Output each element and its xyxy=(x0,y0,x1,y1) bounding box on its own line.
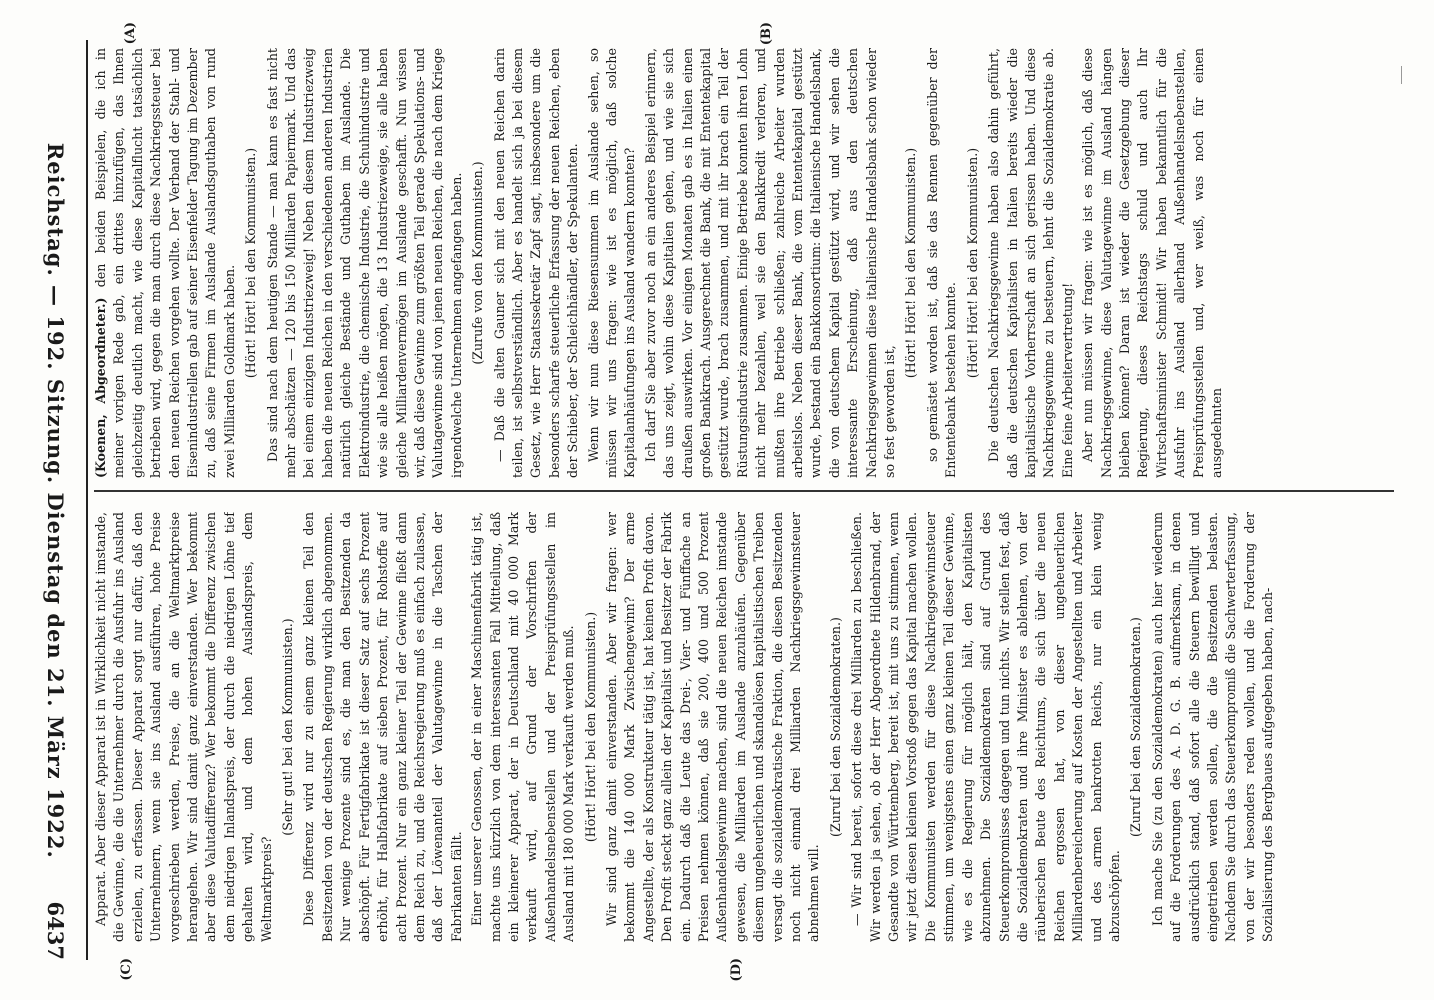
scan-corner-mark xyxy=(1401,66,1402,84)
right-text-column xyxy=(92,512,1382,942)
paragraph-text: Ich darf Sie aber zuvor noch an ein anderes Beispiel erinnern, das uns zeigt, wohin diese Kapitalien gehen, und wie sie sich draußen auswirken. Vor einigen Monaten gab es in Italien einen großen Bankkrach. Ausgerechnet die Bank, die mit Ententekapital gestützt wurde, brach zusammen, und mit ihr brach ein Teil der Rüstungsindustrie zusammen. Einige Betriebe konnten ihren Lohn nicht mehr bezahlen, weil sie den Bankkredit verloren, und mußten ihre Betriebe schließen; zahlreiche Arbeiter wurden arbeitslos. Neben dieser Bank, die vom Ententekapital gestützt wurde, bestand ein Bankkonsortium: die Italienische Handelsbank, die von deutschem Kapital gestützt wird, und wir sehen die interessante Erscheinung, daß aus den deutschen Nachkriegsgewinnen diese italienische Handelsbank schon wieder so fest geworden ist, xyxy=(642,48,898,478)
paragraph xyxy=(603,512,824,942)
paragraph-text: Wenn wir nun diese Riesensummen im Auslande sehen, so müssen wir uns fragen: wie ist es möglich, daß solche Kapitalanhäufungen ins Ausland wandern konnten? xyxy=(585,48,638,478)
paragraph xyxy=(1079,48,1226,478)
paragraph xyxy=(264,48,466,478)
paragraph-text: Einer unserer Genossen, der in einer Maschinenfabrik tätig ist, machte uns kürzlich von dem interessanten Fall Mitteilung, daß ein kleinerer Apparat, der in Deutschland mit 40 000 Mark verkauft wird, auf Grund der Vorschriften der Außenhandelsnebenstellen und der Preisprüfungsstellen im Ausland mit 180 000 Mark verkauft werden muß. xyxy=(469,512,577,942)
interjection: (Zuruf bei den Sozialdemokraten.) xyxy=(827,617,843,837)
interjection: (Zuruf bei den Sozialdemokraten.) xyxy=(1128,617,1144,837)
paragraph xyxy=(924,48,961,478)
paragraph xyxy=(300,512,466,942)
interjection: (Hört! Hört! bei den Kommunisten.) xyxy=(903,147,919,379)
column-divider xyxy=(94,490,1394,492)
paragraph-text: Aber nun müssen wir fragen: wie ist es möglich, daß diese Nachkriegsgewinne, diese Valutagewinne im Ausland hängen bleiben können? Daran ist wieder die Gesetzgebung dieser Regierung, dieses Reichstags schuld und auch Ihr Wirtschaftsminister Schmidt! Wir haben bekanntlich für die Ausfuhr ins Ausland allerhand Außenhandelsnebenstellen, Preisprüfungsstellen und, wer weiß, was noch für einen ausgedehnten xyxy=(1080,48,1224,478)
paragraph-text: — Wir sind bereit, sofort diese drei Milliarden zu beschließen. Wir werden ja sehen, ob der Herr Abgeordnete Hildenbrand, der Gesandte von Württemberg, bereit ist, mit uns zu stimmen, wenn wir jetzt diesen kleinen Vorstoß gegen das Kapital machen wollen. Die Kommunisten werden für diese Nachkriegsgewinnsteuer stimmen, um wenigstens einen ganz kleinen Teil dieser Gewinne, wie es die Regierung für möglich hält, den Kapitalisten abzunehmen. Die Sozialdemokraten sind auf Grund des Steuerkompromisses dagegen und tun nichts. Wir stellen fest, daß die Sozialdemokraten und ihre Minister es ablehnen, von der räuberischen Beute des Reichtums, die sich über die neuen Reichen ergossen hat, von dieser ungeheuerlichen Milliardenbereicherung auf Kosten der Angestellten und Arbeiter und des armen bankrotten Reichs, nur ein klein wenig abzuschöpfen. xyxy=(849,512,1122,942)
margin-marker-c: (C) xyxy=(119,958,134,981)
paragraph-text: Die deutschen Nachkriegsgewinne haben also dahin geführt, daß die deutschen Kapitalisten in Italien bereits wieder die kapitalistische Vorherrschaft an sich gerissen haben. Und diese Nachkriegsgewinne zu besteuern, lehnt die Sozialdemokratie ab. Eine feine Arbeitervertretung! xyxy=(986,48,1075,478)
paragraph-text: Das sind nach dem heutigen Stande — man kann es fast nicht mehr abschätzen — 120 bis 150 Milliarden Papiermark. Und das bei einem einzigen Industriezweig! Neben diesem Industriezweig haben die neuen Reichen in den verschiedenen anderen Industrien natürlich gleiche Bestände und Guthaben im Auslande. Die Elektroindustrie, die chemische Industrie, die Schuhindustrie und wie sie alle heißen mögen, die 13 Industriezweige, sie alle haben gleiche Milliardenvermögen im Auslande geschafft. Nun wissen wir, daß diese Gewinne zum größten Teil gerade Spekulations- und Valutagewinne sind von jenen neuen Reichen, die nach dem Kriege irgendwelche Unternehmen angefangen haben. xyxy=(264,48,464,478)
paragraph xyxy=(468,512,578,942)
left-text-column xyxy=(92,48,1382,478)
paragraph xyxy=(585,48,640,478)
interjection: (Sehr gut! bei den Kommunisten.) xyxy=(280,618,296,836)
paragraph xyxy=(491,48,583,478)
interjection: (Zurufe von den Kommunisten.) xyxy=(470,161,486,365)
paragraph xyxy=(642,48,900,478)
speaker-name: (Koenen, Abgeordneter.) xyxy=(93,297,108,478)
page-number: 6437 xyxy=(43,901,69,960)
interjection: (Hört! Hört! bei den Kommunisten.) xyxy=(243,147,259,379)
header-rule xyxy=(86,40,88,960)
page-header xyxy=(38,40,74,960)
paragraph-text: Diese Differenz wird nur zu einem ganz kleinen Teil den Besitzenden von der deutschen Regierung wirklich abgenommen. Nur wenige Prozente sind es, die man den Besitzenden da abschöpft. Für Fertigfabrikate ist dieser Satz auf sechs Prozent erhöht, für Halbfabrikate auf sieben Prozent, für Rohstoffe auf acht Prozent. Nur ein ganz kleiner Teil der Gewinne fließt dann dem Reich zu, und die Reichsregierung muß es einfach zulassen, daß der Löwenanteil der Valutagewinne in die Taschen der Fabrikanten fällt. xyxy=(301,512,464,942)
margin-marker-b: (B) xyxy=(759,22,774,46)
paragraph-text: Wir sind ganz damit einverstanden. Aber wir fragen: wer bekommt die 140 000 Mark Zwischengewinn? Der arme Angestellte, der als Konstrukteur tätig ist, hat keinen Profit davon. Den Profit steckt ganz allein der Kapitalist und Besitzer der Fabrik ein. Dadurch daß die Leute das Drei-, Vier- und Fünffache an Preisen nehmen können, daß sie 200, 400 und 500 Prozent Außenhandelsgewinne machen, sind die neuen Reichen imstande gewesen, die Milliarden im Auslande anzuhäufen. Gegenüber diesem ungeheuerlichen und skandalösen kapitalistischen Treiben versagt die sozialdemokratische Fraktion, die diesen Besitzenden noch nicht einmal drei Milliarden Nachkriegsgewinnsteuer abnehmen will. xyxy=(603,512,822,942)
paragraph-text: Apparat. Aber dieser Apparat ist in Wirklichkeit nicht imstande, die Gewinne, die die Unternehmer durch die Ausfuhr ins Ausland erzielen, zu erfassen. Dieser Apparat sorgt nur dafür, daß den Unternehmern, wenn sie ins Ausland ausführen, hohe Preise vorgeschrieben werden, Preise, die an die Weltmarktpreise herangehen. Wir sind damit ganz einverstanden. Wer bekommt aber diese Valutadifferenz? Wer bekommt die Differenz zwischen dem niedrigen Inlandspreis, der durch die niedrigen Löhne tief gehalten wird, und dem hohen Auslandspreis, dem Weltmarktpreis? xyxy=(93,512,274,942)
paragraph xyxy=(1149,512,1278,942)
paragraph-text: Ich mache Sie (zu den Sozialdemokraten) auch hier wiederum auf die Forderungen des A. D. G. B. aufmerksam, in denen ausdrücklich stand, daß sofort alle die Steuern bewilligt und eingetrieben werden sollen, die die Besitzenden belasten. Nachdem Sie durch das Steuerkompromiß die Sachwerterfassung, von der wir besonders reden wollen, und die Forderung der Sozialisierung des Bergbaues aufgegeben haben, nach- xyxy=(1149,512,1276,942)
paragraph-text: so gemästet worden ist, daß sie das Rennen gegenüber der Ententebank bestehen konnte. xyxy=(924,48,959,478)
header-title: Reichstag. — 192. Sitzung. Dienstag den 21. März 1922. xyxy=(43,142,69,859)
interjection: (Hört! Hört! bei den Kommunisten.) xyxy=(964,147,980,379)
paragraph-text: den beiden Beispielen, die ich in meiner vorigen Rede gab, ein drittes hinzufügen, das Ihnen gleichzeitig deutlich macht, wie diese Kapitalflucht tatsächlich betrieben wird, gegen die man durch diese Nachkriegssteuer bei den neuen Reichen vorgehen wollte. Der Verband der Stahl- und Eisenindustriellen gab auf seiner Eisenfelder Tagung im Dezember zu, daß seine Firmen im Auslande Auslandsguthaben von rund zwei Milliarden Goldmark haben. xyxy=(93,48,237,478)
paragraph xyxy=(92,512,276,942)
paragraph xyxy=(985,48,1077,478)
paragraph xyxy=(92,48,239,478)
margin-marker-a: (A) xyxy=(123,22,138,45)
interjection: (Hört! Hört! bei den Kommunisten.) xyxy=(582,611,598,843)
paragraph xyxy=(848,512,1124,942)
paragraph-text: — Daß die alten Gauner sich mit den neuen Reichen darin teilen, ist selbstverständlich. Aber es handelt sich ja bei diesem Gesetz, wie Herr Staatssekretär Zapf sagt, insbesondere um die besonders scharfe steuerliche Erfassung der neuen Reichen, eben der Schieber, der Schleichhändler, der Spekulanten. xyxy=(491,48,581,478)
margin-marker-d: (D) xyxy=(729,958,744,982)
